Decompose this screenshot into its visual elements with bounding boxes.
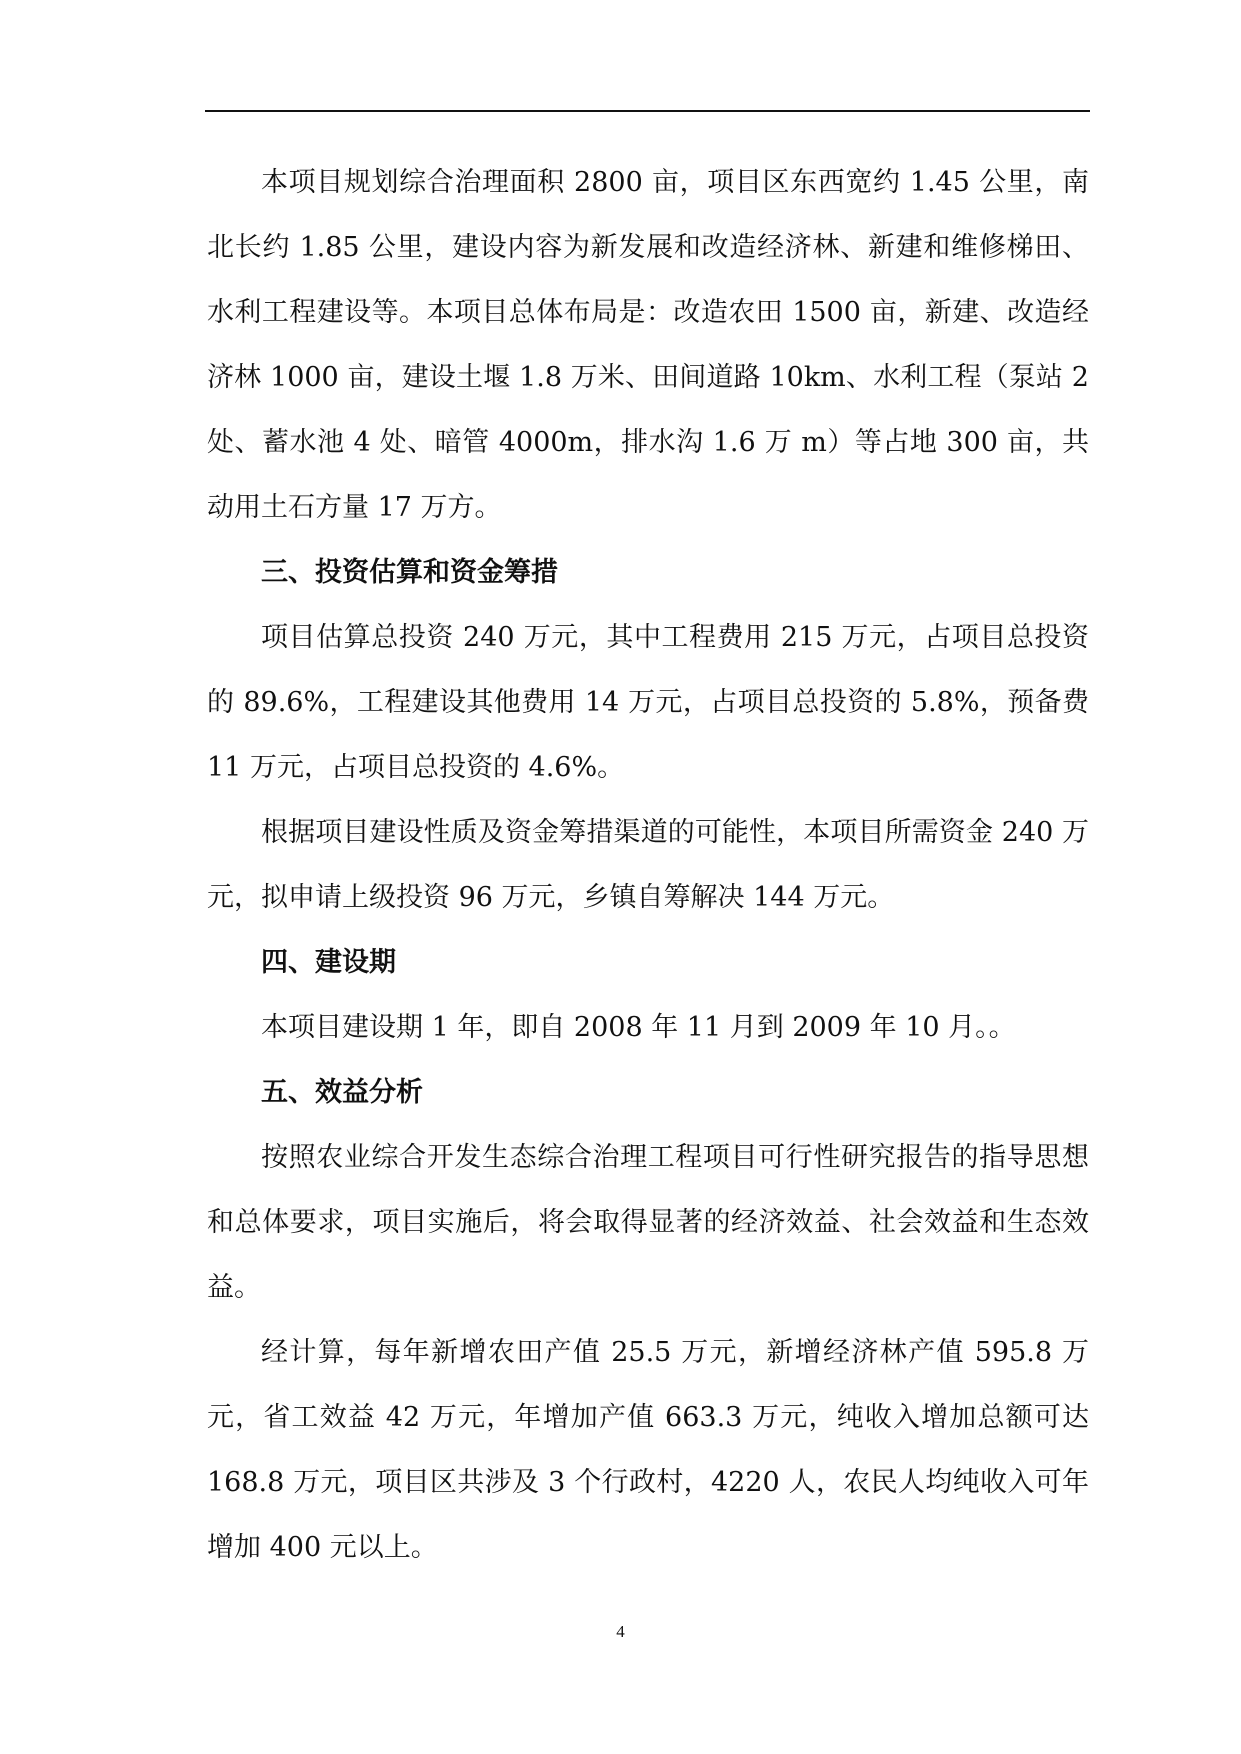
section-heading-construction-period: 四、建设期 (261, 947, 396, 978)
paragraph-construction-period: 本项目建设期 1 年，即自 2008 年 11 月到 2009 年 10 月。。 (261, 1012, 1016, 1043)
paragraph-investment-estimate: 项目估算总投资 240 万元，其中工程费用 215 万元，占项目总投资的 89.6%，工程建设其他费用 14 万元，占项目总投资的 5.8%，预备费 11 万元，占项目总投资的 4.6%。 (207, 622, 1089, 783)
paragraph-funding-sources: 根据项目建设性质及资金筹措渠道的可能性，本项目所需资金 240 万元，拟申请上级投资 96 万元，乡镇自筹解决 144 万元。 (207, 817, 1089, 913)
paragraph-project-scope: 本项目规划综合治理面积 2800 亩，项目区东西宽约 1.45 公里，南北长约 1.85 公里，建设内容为新发展和改造经济林、新建和维修梯田、水利工程建设等。本项目总体布局是：改造农田 1500 亩，新建、改造经济林 1000 亩，建设土堰 1.8 万米、田间道路 10km、水利工程（泵站 2 处、蓄水池 4 处、暗管 4000m，排水沟 1.6 万 m）等占地 300 亩，共动用土石方量 17 万方。 (207, 167, 1089, 523)
page-number: 4 (616, 1622, 625, 1641)
section-heading-investment: 三、投资估算和资金筹措 (261, 557, 558, 588)
section-heading-benefit-analysis: 五、效益分析 (261, 1077, 423, 1108)
document-body (207, 150, 1089, 1580)
paragraph-benefit-figures: 经计算，每年新增农田产值 25.5 万元，新增经济林产值 595.8 万元，省工效益 42 万元，年增加产值 663.3 万元，纯收入增加总额可达 168.8 万元，项目区共涉及 3 个行政村，4220 人，农民人均纯收入可年增加 400 元以上。 (207, 1337, 1089, 1563)
paragraph-benefit-overview: 按照农业综合开发生态综合治理工程项目可行性研究报告的指导思想和总体要求，项目实施后，将会取得显著的经济效益、社会效益和生态效益。 (207, 1142, 1089, 1303)
header-rule (205, 110, 1090, 112)
